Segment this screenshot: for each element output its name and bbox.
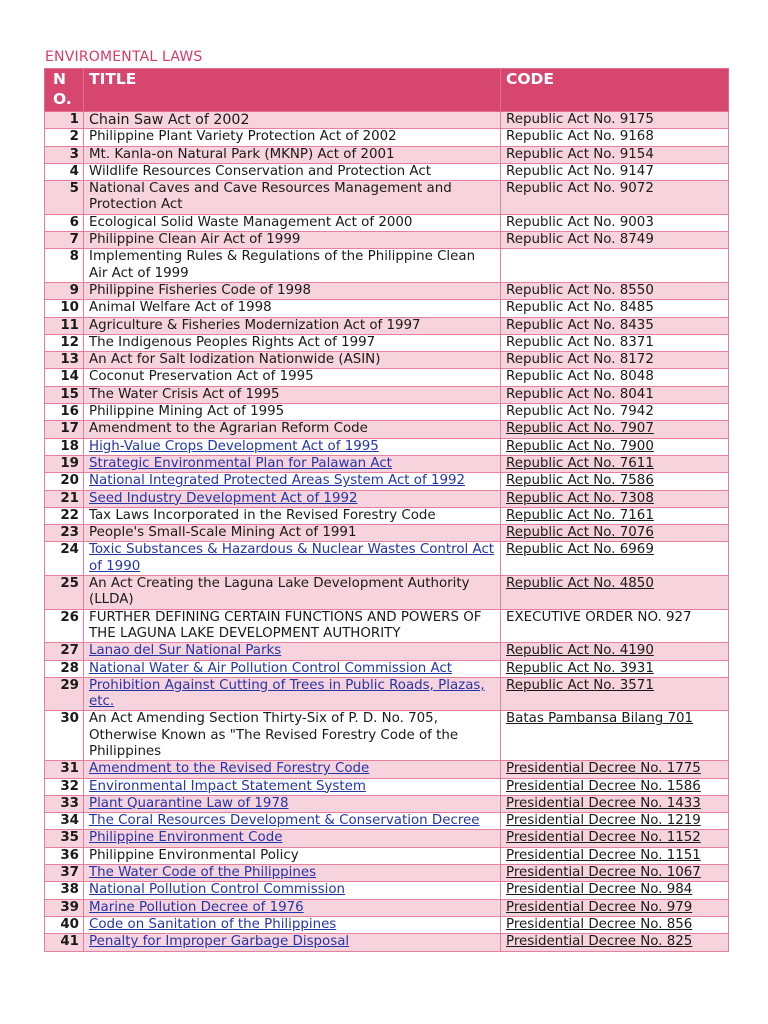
law-code: EXECUTIVE ORDER NO. 927 [506,609,692,625]
law-title: Agriculture & Fisheries Modernization Act of 1997 [89,317,421,333]
law-code-cell [501,300,729,317]
document-title: ENVIROMENTAL LAWS [45,49,203,65]
law-code-cell [501,181,729,215]
table-row [45,847,729,864]
law-code-cell [501,576,729,610]
table-row [45,576,729,610]
law-title-cell [84,507,501,524]
law-title: An Act Amending Section Thirty-Six of P. D. No. 705, Otherwise Known as "The Revised Forestry Code of the Philippines [89,711,459,759]
law-code-link[interactable]: Presidential Decree No. 979 [506,899,693,915]
law-code-cell [501,421,729,438]
law-code-link[interactable]: Republic Act No. 7900 [506,438,654,454]
table-row [45,643,729,660]
row-number: 38 [45,882,84,899]
law-code-link[interactable]: Presidential Decree No. 1586 [506,778,701,794]
law-title: Philippine Mining Act of 1995 [89,404,285,420]
row-number: 18 [45,438,84,455]
law-code-cell [501,214,729,231]
table-row [45,778,729,795]
law-code-cell [501,369,729,386]
row-number: 15 [45,386,84,403]
row-number: 7 [45,232,84,249]
row-number: 6 [45,214,84,231]
law-title: Implementing Rules & Regulations of the Philippine Clean Air Act of 1999 [89,249,476,281]
law-title-cell [84,232,501,249]
law-code-cell [501,643,729,660]
table-row [45,813,729,830]
law-code: Republic Act No. 9154 [506,146,654,162]
table-row [45,249,729,283]
table-row [45,352,729,369]
law-title-cell [84,473,501,490]
table-row [45,421,729,438]
row-number: 29 [45,677,84,711]
header-code: CODE [501,69,729,112]
table-row [45,795,729,812]
row-number: 12 [45,334,84,351]
table-row [45,214,729,231]
environmental-laws-table [44,68,729,952]
law-title-cell [84,300,501,317]
law-code-link[interactable]: Presidential Decree No. 1219 [506,813,701,829]
row-number: 22 [45,507,84,524]
row-number: 33 [45,795,84,812]
law-title-cell [84,386,501,403]
table-row [45,865,729,882]
header-title: TITLE [84,69,501,112]
law-title: Mt. Kanla-on Natural Park (MKNP) Act of 2001 [89,146,395,162]
law-code-cell [501,761,729,778]
law-title: An Act for Salt Iodization Nationwide (ASIN) [89,352,381,368]
law-code-cell [501,249,729,283]
law-title-cell [84,916,501,933]
law-code-link[interactable]: Presidential Decree No. 1775 [506,761,701,777]
law-code-link[interactable]: Presidential Decree No. 1151 [506,847,701,863]
law-title-cell [84,214,501,231]
row-number: 25 [45,576,84,610]
law-title: Chain Saw Act of 2002 [89,112,250,128]
law-title-cell [84,677,501,711]
law-title-cell [84,882,501,899]
table-row [45,473,729,490]
law-title-cell [84,181,501,215]
law-code-cell [501,830,729,847]
law-code-cell [501,677,729,711]
law-title-cell [84,847,501,864]
row-number: 24 [45,542,84,576]
law-title-link[interactable]: Environmental Impact Statement System [89,778,366,794]
row-number: 30 [45,711,84,761]
law-title-link[interactable]: Marine Pollution Decree of 1976 [89,899,304,915]
law-code: Republic Act No. 7942 [506,404,654,420]
law-title-cell [84,404,501,421]
law-code-cell [501,507,729,524]
law-title: Amendment to the Agrarian Reform Code [89,421,368,437]
law-title-link[interactable]: High-Value Crops Development Act of 1995 [89,438,379,454]
law-code-link[interactable]: Presidential Decree No. 856 [506,916,693,932]
table-row [45,830,729,847]
law-title-cell [84,129,501,146]
law-code: Republic Act No. 8371 [506,334,654,350]
law-code-cell [501,778,729,795]
table-row [45,677,729,711]
row-number: 41 [45,934,84,951]
table-row [45,542,729,576]
law-code-link[interactable]: Batas Pambansa Bilang 701 [506,711,694,727]
law-title-link[interactable]: The Coral Resources Development & Conservation Decree [89,813,480,829]
table-row [45,334,729,351]
table-row [45,438,729,455]
law-title-link[interactable]: Philippine Environment Code [89,830,283,846]
law-title-link[interactable]: Amendment to the Revised Forestry Code [89,761,370,777]
law-code-cell [501,317,729,334]
law-title-cell [84,830,501,847]
law-title-cell [84,438,501,455]
law-code-link[interactable]: Republic Act No. 3931 [506,660,654,676]
table-row [45,882,729,899]
row-number: 32 [45,778,84,795]
law-title: Tax Laws Incorporated in the Revised Forestry Code [89,507,436,523]
law-code-cell [501,146,729,163]
table-row [45,934,729,951]
law-title-cell [84,934,501,951]
table-row [45,761,729,778]
table-row [45,525,729,542]
law-code-cell [501,916,729,933]
law-code-link[interactable]: Republic Act No. 7586 [506,473,654,489]
law-title-cell [84,282,501,299]
law-code-cell [501,882,729,899]
law-title: Philippine Clean Air Act of 1999 [89,232,301,248]
law-code-link[interactable]: Republic Act No. 7161 [506,507,654,523]
law-code-link[interactable]: Presidential Decree No. 825 [506,934,693,950]
law-code-cell [501,455,729,472]
table-row [45,232,729,249]
law-code: Republic Act No. 8435 [506,317,654,333]
law-title-cell [84,455,501,472]
law-title-cell [84,334,501,351]
law-title-cell [84,369,501,386]
law-title-cell [84,352,501,369]
law-title-cell [84,899,501,916]
law-title-link[interactable]: Lanao del Sur National Parks [89,643,282,659]
law-code-link[interactable]: Republic Act No. 7076 [506,525,654,541]
law-title-cell [84,542,501,576]
row-number: 23 [45,525,84,542]
law-code: Republic Act No. 9168 [506,129,654,145]
table-row [45,660,729,677]
law-code-cell [501,711,729,761]
row-number: 26 [45,609,84,643]
law-title-cell [84,778,501,795]
law-title-link[interactable]: Prohibition Against Cutting of Trees in Public Roads, Plazas, etc. [89,677,485,710]
law-title-cell [84,490,501,507]
law-code-cell [501,795,729,812]
law-code-cell [501,660,729,677]
law-code-cell [501,334,729,351]
law-code-link[interactable]: Republic Act No. 3571 [506,677,654,693]
law-code-cell [501,934,729,951]
law-title-cell [84,865,501,882]
law-code-cell [501,609,729,643]
row-number: 13 [45,352,84,369]
row-number: 31 [45,761,84,778]
law-title-link[interactable]: National Water & Air Pollution Control Commission Act [89,660,453,676]
row-number: 21 [45,490,84,507]
law-code-cell [501,473,729,490]
table-row [45,163,729,180]
law-title: Coconut Preservation Act of 1995 [89,369,314,385]
table-row [45,609,729,643]
row-number: 2 [45,129,84,146]
header-no: N O. [45,69,84,112]
law-code-cell [501,438,729,455]
law-code-link[interactable]: Republic Act No. 4190 [506,643,654,659]
row-number: 8 [45,249,84,283]
law-code-link[interactable]: Republic Act No. 6969 [506,542,654,558]
law-title-cell [84,146,501,163]
row-number: 37 [45,865,84,882]
table-row [45,282,729,299]
row-number: 20 [45,473,84,490]
law-code-cell [501,386,729,403]
law-code: Republic Act No. 8749 [506,232,654,248]
law-code: Republic Act No. 9175 [506,112,654,127]
table-row [45,490,729,507]
law-title-cell [84,660,501,677]
law-title-link[interactable]: Toxic Substances & Hazardous & Nuclear Wastes Control Act of 1990 [89,542,495,574]
law-title-cell [84,795,501,812]
row-number: 40 [45,916,84,933]
table-row [45,507,729,524]
table-row [45,181,729,215]
row-number: 19 [45,455,84,472]
law-code-cell [501,282,729,299]
table-row [45,899,729,916]
law-code-cell [501,899,729,916]
law-title: Philippine Fisheries Code of 1998 [89,282,312,298]
law-title-link[interactable]: National Integrated Protected Areas System Act of 1992 [89,473,466,489]
row-number: 5 [45,181,84,215]
law-code-link[interactable]: Presidential Decree No. 1067 [506,865,701,881]
row-number: 14 [45,369,84,386]
law-code-link[interactable]: Presidential Decree No. 1152 [506,830,701,846]
law-title: Ecological Solid Waste Management Act of 2000 [89,214,413,230]
law-code: Republic Act No. 8172 [506,352,654,368]
law-title: People's Small-Scale Mining Act of 1991 [89,525,357,541]
law-code-cell [501,232,729,249]
law-title-cell [84,112,501,129]
row-number: 34 [45,813,84,830]
law-code-cell [501,525,729,542]
table-row [45,146,729,163]
law-code-cell [501,112,729,129]
law-code-cell [501,129,729,146]
row-number: 9 [45,282,84,299]
law-title-cell [84,576,501,610]
law-code-cell [501,865,729,882]
law-title: Philippine Plant Variety Protection Act of 2002 [89,129,397,145]
law-code-cell [501,847,729,864]
law-code-link[interactable]: Republic Act No. 4850 [506,576,654,592]
law-title-cell [84,711,501,761]
law-title: FURTHER DEFINING CERTAIN FUNCTIONS AND POWERS OF THE LAGUNA LAKE DEVELOPMENT AUTHORITY [89,609,482,641]
law-title-link[interactable]: National Pollution Control Commission [89,882,346,898]
law-code-cell [501,813,729,830]
law-title-cell [84,525,501,542]
law-code-link[interactable]: Republic Act No. 7907 [506,421,654,437]
law-title-link[interactable]: Strategic Environmental Plan for Palawan Act [89,455,392,471]
law-title-cell [84,813,501,830]
law-code: Republic Act No. 8550 [506,282,654,298]
row-number: 4 [45,163,84,180]
table-row [45,129,729,146]
law-code: Republic Act No. 9003 [506,214,654,230]
row-number: 10 [45,300,84,317]
law-code-link[interactable]: Republic Act No. 7308 [506,490,654,506]
row-number: 17 [45,421,84,438]
table-row [45,369,729,386]
table-row [45,317,729,334]
table-row [45,386,729,403]
table-header-row [45,69,729,112]
law-code-cell [501,542,729,576]
law-code: Republic Act No. 9147 [506,163,654,179]
law-title-link[interactable]: Plant Quarantine Law of 1978 [89,795,289,811]
law-title: An Act Creating the Laguna Lake Development Authority (LLDA) [89,576,470,608]
law-code: Republic Act No. 8041 [506,386,654,402]
table-row [45,455,729,472]
law-code-link[interactable]: Presidential Decree No. 1433 [506,795,701,811]
law-code: Republic Act No. 8048 [506,369,654,385]
row-number: 35 [45,830,84,847]
row-number: 3 [45,146,84,163]
law-title-cell [84,609,501,643]
law-title: The Indigenous Peoples Rights Act of 1997 [89,334,376,350]
law-code: Republic Act No. 9072 [506,181,654,197]
law-title: Animal Welfare Act of 1998 [89,300,272,316]
law-code-link[interactable]: Republic Act No. 7611 [506,455,654,471]
table-row [45,112,729,129]
law-title-cell [84,249,501,283]
row-number: 11 [45,317,84,334]
law-title: Philippine Environmental Policy [89,847,299,863]
row-number: 1 [45,112,84,129]
table-body [45,112,729,952]
row-number: 16 [45,404,84,421]
law-title-cell [84,421,501,438]
law-title-link[interactable]: Penalty for Improper Garbage Disposal [89,934,350,950]
law-title-cell [84,761,501,778]
row-number: 27 [45,643,84,660]
row-number: 28 [45,660,84,677]
law-title-cell [84,643,501,660]
law-title-link[interactable]: The Water Code of the Philippines [89,865,317,881]
law-code-cell [501,490,729,507]
law-title-cell [84,317,501,334]
row-number: 36 [45,847,84,864]
law-code: Republic Act No. 8485 [506,300,654,316]
table-row [45,404,729,421]
table-row [45,300,729,317]
law-code-cell [501,352,729,369]
law-title: Wildlife Resources Conservation and Protection Act [89,163,431,179]
law-title-link[interactable]: Code on Sanitation of the Philippines [89,916,337,932]
table-row [45,916,729,933]
law-title: The Water Crisis Act of 1995 [89,386,280,402]
table-row [45,711,729,761]
law-title-cell [84,163,501,180]
law-code-cell [501,404,729,421]
law-title-link[interactable]: Seed Industry Development Act of 1992 [89,490,358,506]
law-code-link[interactable]: Presidential Decree No. 984 [506,882,693,898]
law-title: National Caves and Cave Resources Management and Protection Act [89,181,452,213]
row-number: 39 [45,899,84,916]
law-code-cell [501,163,729,180]
